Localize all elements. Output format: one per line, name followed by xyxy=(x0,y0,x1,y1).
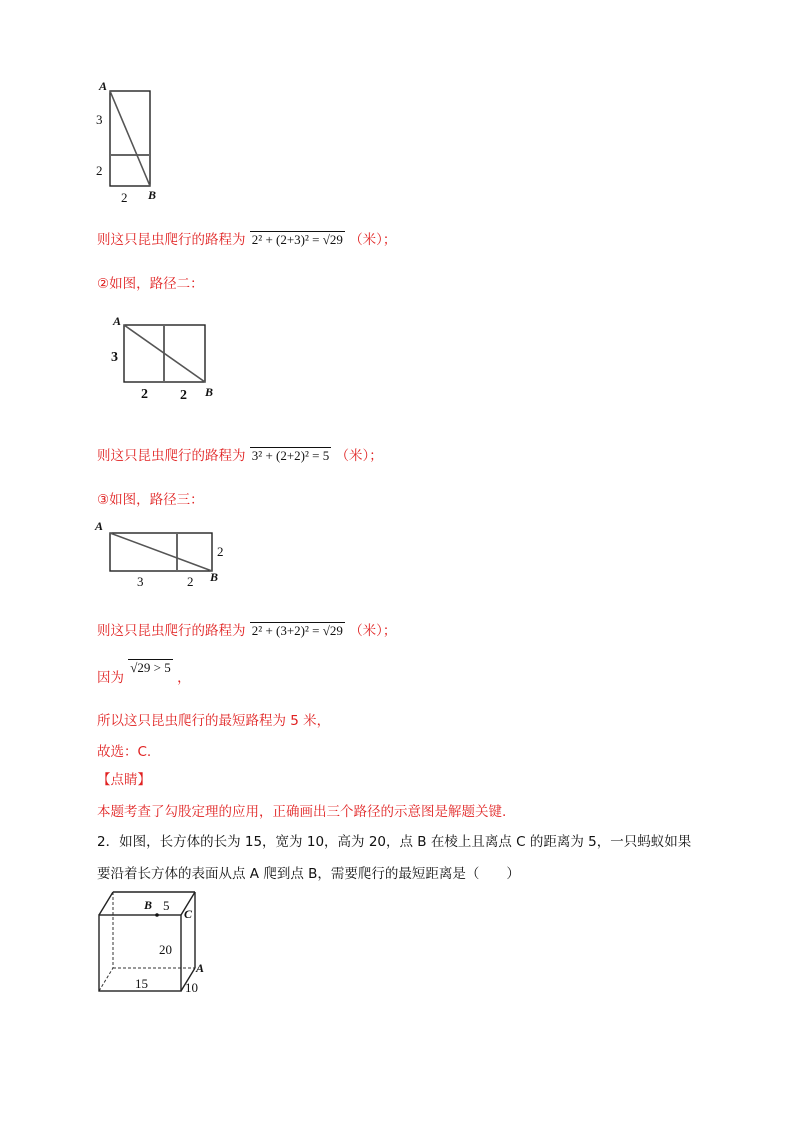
figure4-label-c: C xyxy=(184,907,193,921)
figure-path-two xyxy=(108,313,228,403)
result-line-two-prefix: 则这只昆虫爬行的路程为 xyxy=(97,448,246,464)
figure4-label-fifteen: 15 xyxy=(135,976,148,991)
figure3-label-w2: 2 xyxy=(187,574,194,589)
answer-line: 故选：C. xyxy=(97,744,152,760)
figure4-label-twenty: 20 xyxy=(159,942,172,957)
compare-suffix: ， xyxy=(177,670,191,686)
figure4-label-five: 5 xyxy=(163,898,170,913)
result-line-two-expr: 3² + (2+2)² = 5 xyxy=(251,448,330,463)
figure-path-three xyxy=(95,518,235,590)
figure1-label-w: 2 xyxy=(121,190,128,205)
result-line-one-prefix: 则这只昆虫爬行的路程为 xyxy=(97,232,246,248)
result-line-two-suffix: （米）； xyxy=(335,448,383,464)
question-two-line-two: 要沿着长方体的表面从点 A 爬到点 B，需要爬行的最短距离是（ ） xyxy=(97,866,520,882)
figure2-label-h: 3 xyxy=(111,350,118,365)
result-line-two xyxy=(97,444,383,464)
result-line-one-suffix: （米）； xyxy=(349,232,397,248)
comment-heading: 【点睛】 xyxy=(97,772,151,788)
figure4-label-a: A xyxy=(196,961,205,975)
figure1-label-a: A xyxy=(99,79,108,93)
figure-path-one xyxy=(90,78,170,208)
question-two-line-one: 2．如图，长方体的长为 15，宽为 10，高为 20，点 B 在棱上且离点 C 的距离为 5，一只蚂蚁如果 xyxy=(97,834,692,850)
figure-cuboid xyxy=(95,888,225,1000)
figure3-label-b: B xyxy=(210,570,219,584)
figure2-label-w1: 2 xyxy=(141,387,148,402)
path-three-heading: ③如图，路径三： xyxy=(97,492,204,508)
figure3-diagonal xyxy=(110,533,212,571)
result-line-three-expr: 2² + (3+2)² = √29 xyxy=(251,623,343,638)
figure1-label-h2: 2 xyxy=(96,163,103,178)
compare-line xyxy=(97,660,191,686)
figure1-label-h1: 3 xyxy=(96,112,103,127)
path-two-heading: ②如图，路径二： xyxy=(97,276,204,292)
figure2-label-b: B xyxy=(205,385,214,399)
figure3-label-a: A xyxy=(95,519,104,533)
cuboid-hidden-depth xyxy=(99,968,113,991)
cuboid-top-left-edge xyxy=(99,892,113,915)
result-line-three-suffix: （米）； xyxy=(349,623,397,639)
cuboid-point-b xyxy=(155,913,159,917)
result-line-three xyxy=(97,619,396,639)
figure3-label-h: 2 xyxy=(217,544,224,559)
figure4-label-b: B xyxy=(144,898,153,912)
conclusion-line: 所以这只昆虫爬行的最短路程为 5 米， xyxy=(97,713,331,729)
figure2-label-w2: 2 xyxy=(180,388,187,403)
figure1-diagonal xyxy=(110,91,150,186)
comment-body: 本题考查了勾股定理的应用，正确画出三个路径的示意图是解题关键. xyxy=(97,804,507,820)
result-line-one-expr: 2² + (2+3)² = √29 xyxy=(251,232,343,247)
result-line-three-prefix: 则这只昆虫爬行的路程为 xyxy=(97,623,246,639)
figure4-label-ten: 10 xyxy=(185,980,198,995)
result-line-one xyxy=(97,228,396,248)
figure1-label-b: B xyxy=(148,188,157,202)
figure2-label-a: A xyxy=(113,314,122,328)
compare-prefix: 因为 xyxy=(97,670,124,686)
compare-expr: √29 > 5 xyxy=(130,660,171,675)
figure3-label-w1: 3 xyxy=(137,574,144,589)
